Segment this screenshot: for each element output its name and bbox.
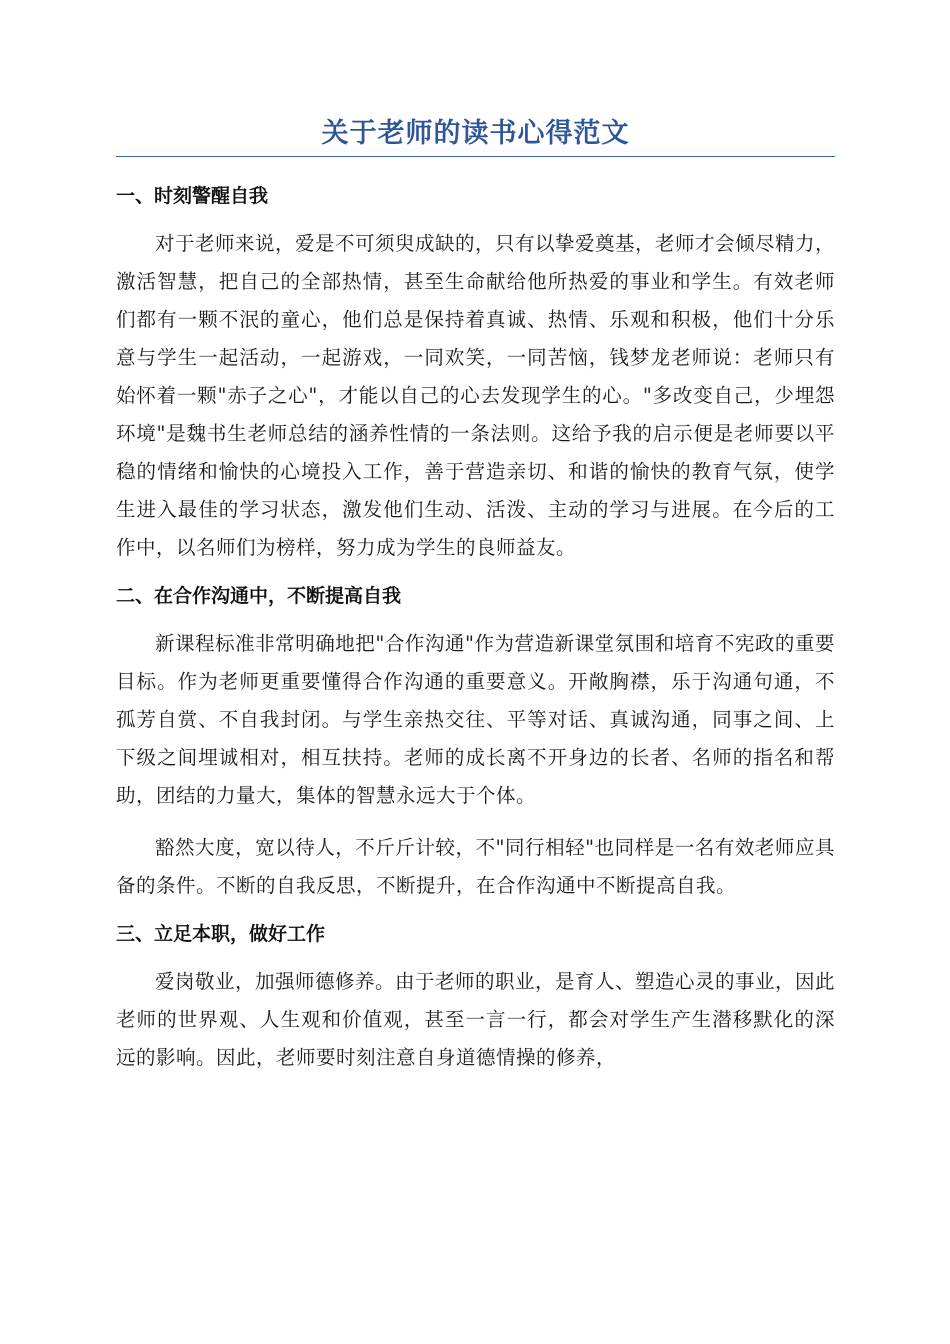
document-title: 关于老师的读书心得范文 <box>321 118 630 149</box>
section-heading-1: 一、时刻警醒自我 <box>116 185 269 207</box>
section-heading-2: 二、在合作沟通中，不断提高自我 <box>116 585 402 607</box>
document-page <box>116 112 835 1091</box>
section-2-paragraph-1: 新课程标准非常明确地把"合作沟通"作为营造新课堂氛围和培育不宪政的重要目标。作为老师更重要懂得合作沟通的重要意义。开敞胸襟，乐于沟通句通，不孤芳自赏、不自我封闭。与学生亲热交往、平等对话、真诚沟通，同事之间、上下级之间埋诚相对，相互扶持。老师的成长离不开身边的长者、名师的指名和帮助，团结的力量大，集体的智慧永远大于个体。 <box>116 632 835 807</box>
section-1-paragraph-1: 对于老师来说，爱是不可须臾成缺的，只有以挚爱奠基，老师才会倾尽精力，激活智慧，把自己的全部热情，甚至生命献给他所热爱的事业和学生。有效老师们都有一颗不泯的童心，他们总是保持着真诚、热情、乐观和积极，他们十分乐意与学生一起活动，一起游戏，一同欢笑，一同苦恼，钱梦龙老师说：老师只有始怀着一颗"赤子之心"，才能以自己的心去发现学生的心。"多改变自己，少埋怨环境"是魏书生老师总结的涵养性情的一条法则。这给予我的启示便是老师要以平稳的情绪和愉快的心境投入工作，善于营造亲切、和谐的愉快的教育气氛，使学生进入最佳的学习状态，激发他们生动、活泼、主动的学习与进展。在今后的工作中，以名师们为榜样，努力成为学生的良师益友。 <box>116 232 836 559</box>
section-2-paragraph-2: 豁然大度，宽以待人，不斤斤计较，不"同行相轻"也同样是一名有效老师应具备的条件。不断的自我反思，不断提升，在合作沟通中不断提高自我。 <box>116 836 835 897</box>
section-3-paragraph-1: 爱岗敬业，加强师德修养。由于老师的职业，是育人、塑造心灵的事业，因此老师的世界观、人生观和价值观，甚至一言一行，都会对学生产生潜移默化的深远的影响。因此，老师要时刻注意自身道德情操的修养， <box>116 970 836 1069</box>
title-underline <box>116 156 835 157</box>
section-heading-3: 三、立足本职，做好工作 <box>116 923 326 945</box>
